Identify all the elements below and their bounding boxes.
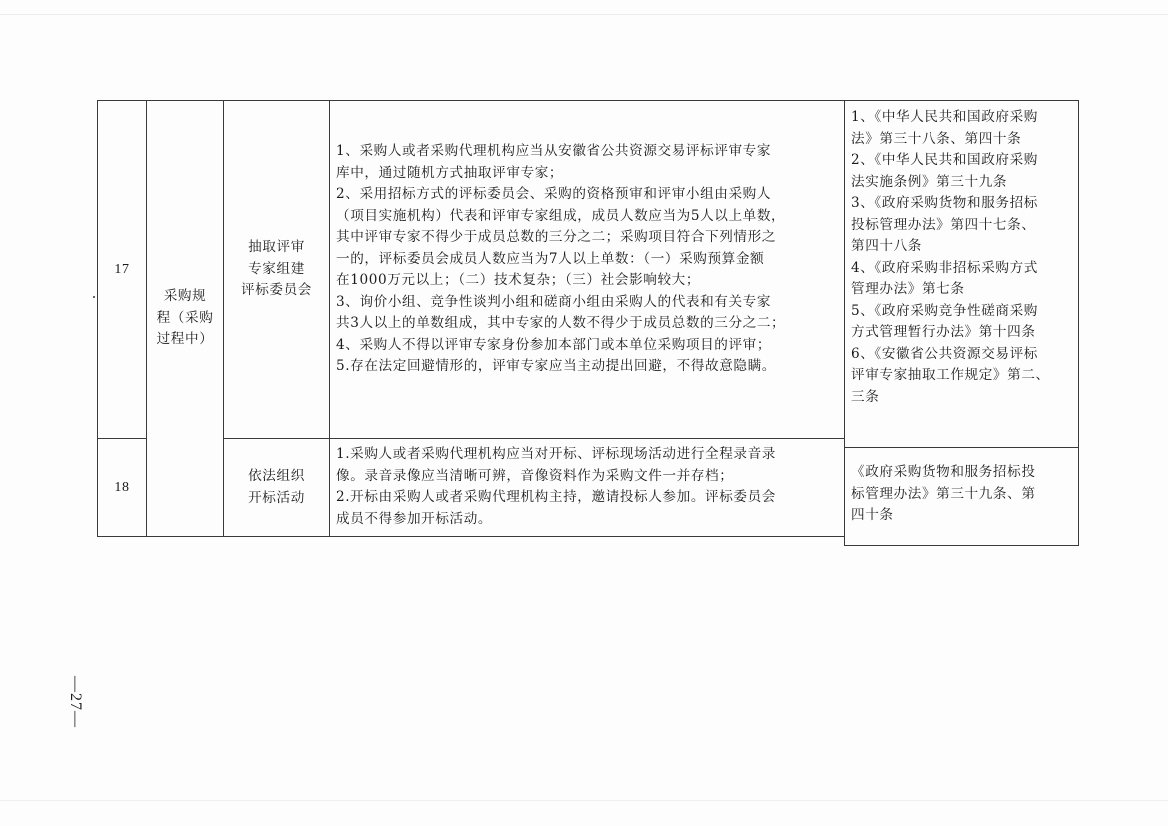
item-line: 评标委员会	[241, 282, 312, 299]
content-line: 共3人以上的单数组成，其中专家的人数不得少于成员总数的三分之二；	[336, 315, 786, 331]
content-line: 一的，评标委员会成员人数应当为7人以上单数：（一）采购预算金额	[336, 250, 765, 267]
basis-line: 2、《中华人民共和国政府采购	[851, 152, 1038, 168]
basis-line: 《政府采购货物和服务招标投	[851, 464, 1036, 480]
basis-line: 三条	[851, 388, 880, 405]
content-line: 库中，通过随机方式抽取评审专家；	[336, 164, 564, 181]
content-line: 2、采用招标方式的评标委员会、采购的资格预审和评审小组由采购人	[336, 186, 772, 202]
row-18-content	[329, 438, 845, 537]
basis-line: 方式管理暂行办法》第十四条	[851, 324, 1036, 340]
scan-mark	[93, 296, 95, 298]
row-17-number: 17	[97, 100, 147, 439]
basis-line: 评审专家抽取工作规定》第二、	[851, 367, 1050, 383]
basis-line: 四十条	[851, 507, 894, 523]
content-line: 3、询价小组、竞争性谈判小组和磋商小组由采购人的代表和有关专家	[336, 293, 772, 310]
basis-line: 投标管理办法》第四十七条、	[851, 216, 1036, 233]
content-line: 2.开标由采购人或者采购代理机构主持，邀请投标人参加。评标委员会	[336, 489, 776, 505]
basis-line: 3、《政府采购货物和服务招标	[851, 195, 1038, 211]
scan-edge-top	[0, 14, 1168, 15]
row-18-item	[223, 438, 330, 537]
content-line: 5.存在法定回避情形的，评审专家应当主动提出回避，不得故意隐瞒。	[336, 358, 776, 374]
basis-line: 4、《政府采购非招标采购方式	[851, 259, 1038, 276]
category-cell	[146, 100, 224, 537]
basis-line: 标管理办法》第三十九条、第	[851, 485, 1036, 502]
content-line: （项目实施机构）代表和评审专家组成，成员人数应当为5人以上单数，	[336, 207, 786, 224]
category-line: 采购规	[163, 288, 207, 305]
scan-edge-bottom	[0, 800, 1168, 801]
item-line: 抽取评审	[248, 239, 305, 256]
basis-line: 法》第三十八条、第四十条	[851, 130, 1022, 147]
content-line: 在1000万元以上；（二）技术复杂；（三）社会影响较大；	[336, 272, 701, 288]
basis-line: 5、《政府采购竞争性磋商采购	[851, 302, 1038, 319]
content-line: 1.采购人或者采购代理机构应当对开标、评标现场活动进行全程录音录	[336, 446, 776, 462]
basis-line: 6、《安徽省公共资源交易评标	[851, 345, 1038, 362]
row-17-basis	[844, 100, 1079, 448]
basis-line: 管理办法》第七条	[851, 281, 965, 297]
basis-line: 法实施条例》第三十九条	[851, 173, 1008, 190]
basis-line: 第四十八条	[851, 238, 922, 254]
item-line: 依法组织	[248, 468, 305, 484]
row-18-basis	[844, 447, 1079, 546]
page-number: —27—	[67, 676, 84, 728]
content-line: 成员不得参加开标活动。	[336, 510, 493, 527]
content-line: 1、采购人或者采购代理机构应当从安徽省公共资源交易评标评审专家	[336, 143, 772, 159]
item-line: 专家组建	[248, 260, 305, 277]
content-line: 像。录音录像应当清晰可辨，音像资料作为采购文件一并存档；	[336, 467, 734, 484]
row-17-item	[223, 100, 330, 439]
category-line: 过程中）	[156, 331, 214, 348]
content-line: 其中评审专家不得少于成员总数的三分之二；采购项目符合下列情形之	[336, 229, 777, 245]
category-line: 程（采购	[156, 309, 214, 326]
content-line: 4、采购人不得以评审专家身份参加本部门或本单位采购项目的评审；	[336, 336, 772, 353]
basis-line: 1、《中华人民共和国政府采购	[851, 109, 1038, 125]
row-18-number: 18	[97, 438, 147, 537]
item-line: 开标活动	[248, 489, 305, 506]
row-17-content	[329, 100, 845, 439]
